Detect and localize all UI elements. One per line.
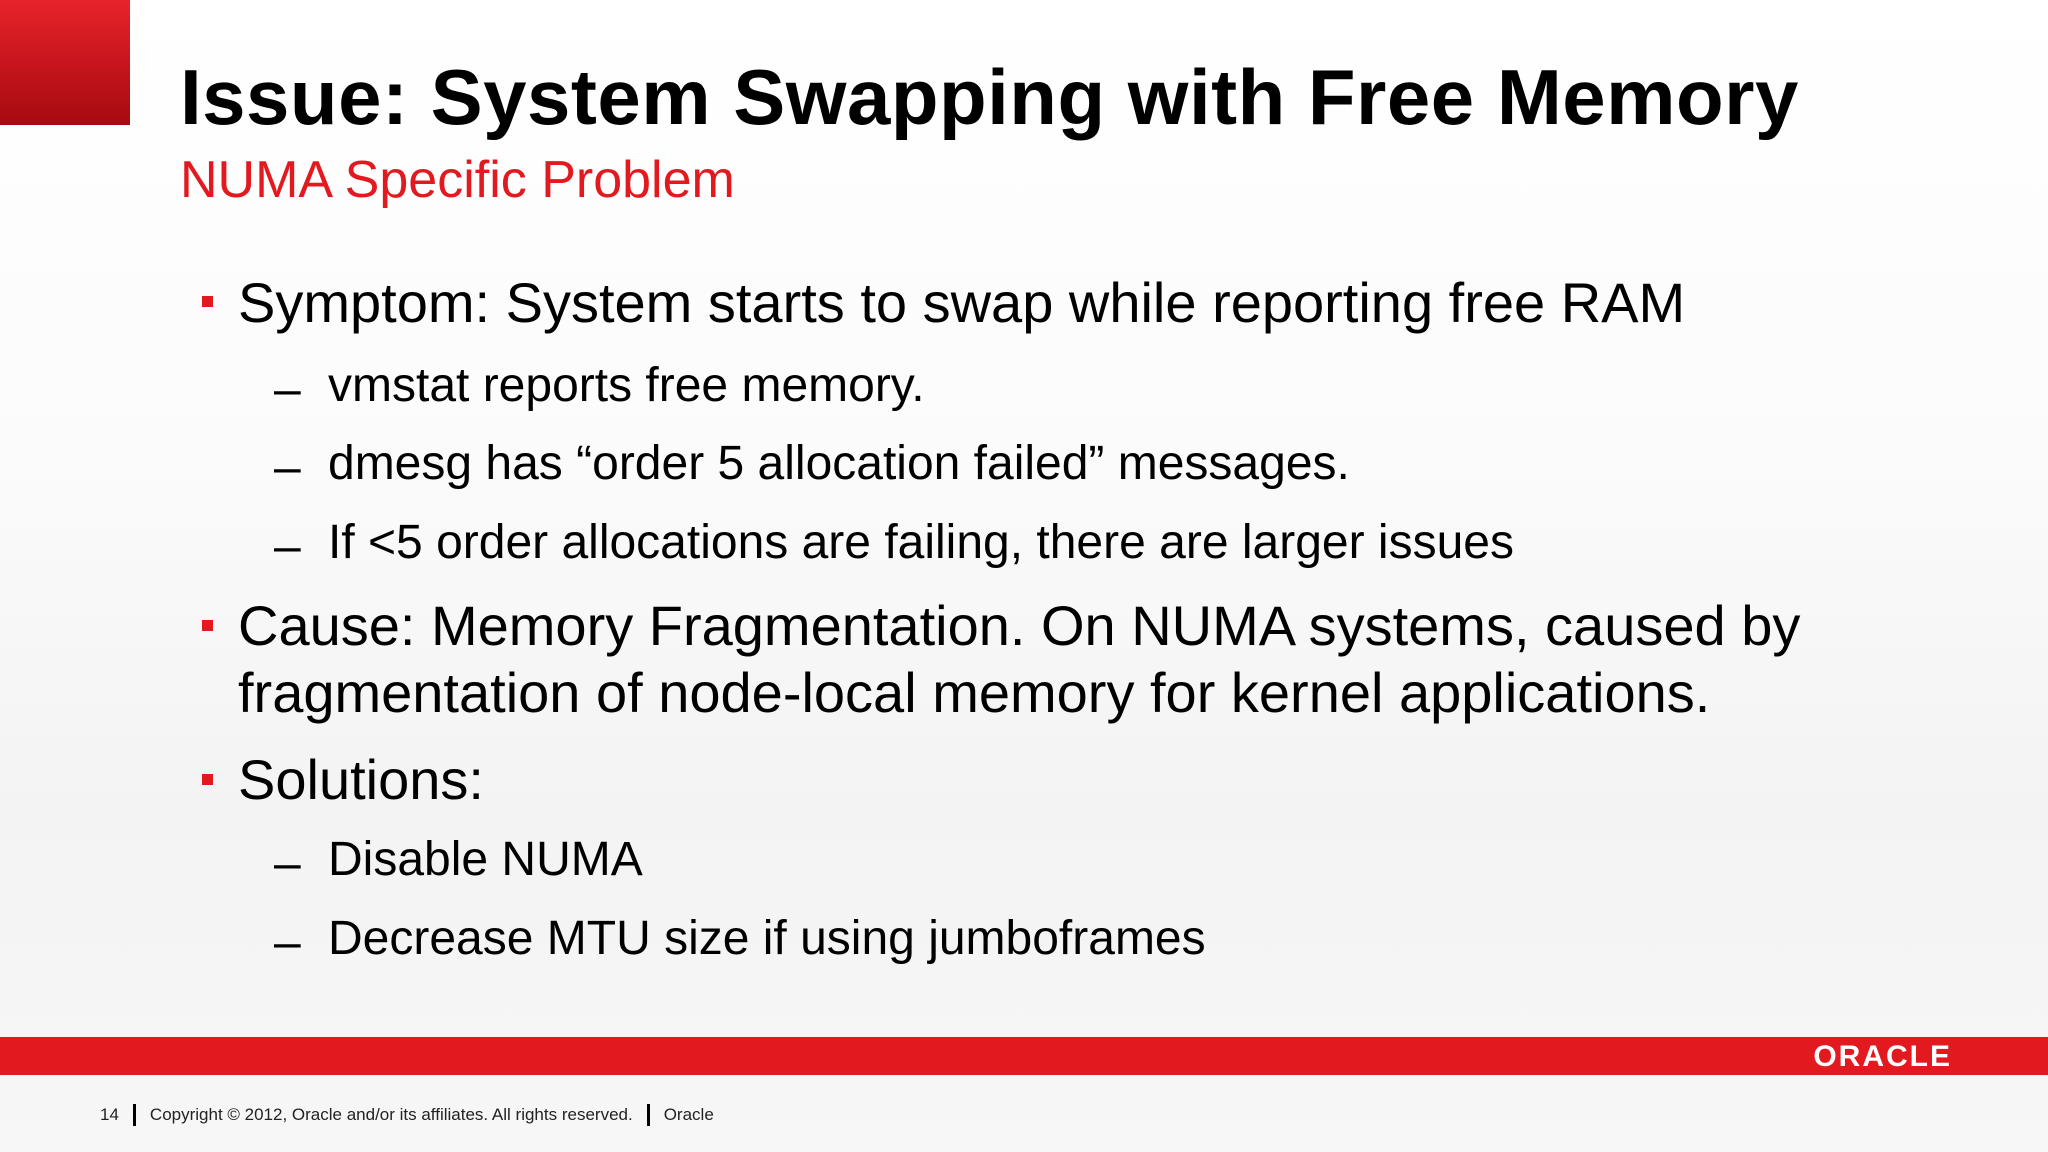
bullet-cause-line1: Cause: Memory Fragmentation. On NUMA systems, caused by (238, 594, 1801, 657)
footer-red-bar (0, 1037, 2048, 1075)
bullet-square-icon (202, 620, 213, 631)
sub-bullet-dmesg: dmesg has “order 5 allocation failed” messages. (328, 437, 1350, 490)
company-name: Oracle (663, 1105, 714, 1124)
dash-icon: – (274, 441, 301, 494)
sub-bullet-order-allocations: If <5 order allocations are failing, there are larger issues (328, 516, 1514, 569)
footer-separator (647, 1104, 650, 1126)
bullet-square-icon (202, 774, 213, 785)
page-number: 14 (100, 1105, 119, 1124)
footer (100, 1104, 714, 1126)
sub-bullet-decrease-mtu: Decrease MTU size if using jumboframes (328, 912, 1206, 965)
dash-icon: – (274, 837, 301, 890)
oracle-logo: ORACLE (1813, 1040, 1952, 1073)
sub-bullet-disable-numa: Disable NUMA (328, 833, 643, 886)
dash-icon: – (274, 520, 301, 573)
bullet-solutions: Solutions: (238, 748, 484, 811)
dash-icon: – (274, 916, 301, 969)
footer-separator (133, 1104, 136, 1126)
copyright-text: Copyright © 2012, Oracle and/or its affiliates. All rights reserved. (149, 1105, 633, 1124)
dash-icon: – (274, 363, 301, 416)
bullet-cause-line2: fragmentation of node-local memory for kernel applications. (238, 661, 1711, 724)
slide-title: Issue: System Swapping with Free Memory (180, 53, 1799, 141)
bullet-symptom: Symptom: System starts to swap while reporting free RAM (238, 271, 1686, 334)
sub-bullet-vmstat: vmstat reports free memory. (328, 359, 925, 412)
slide-subtitle: NUMA Specific Problem (180, 151, 735, 209)
bullet-square-icon (202, 296, 213, 307)
